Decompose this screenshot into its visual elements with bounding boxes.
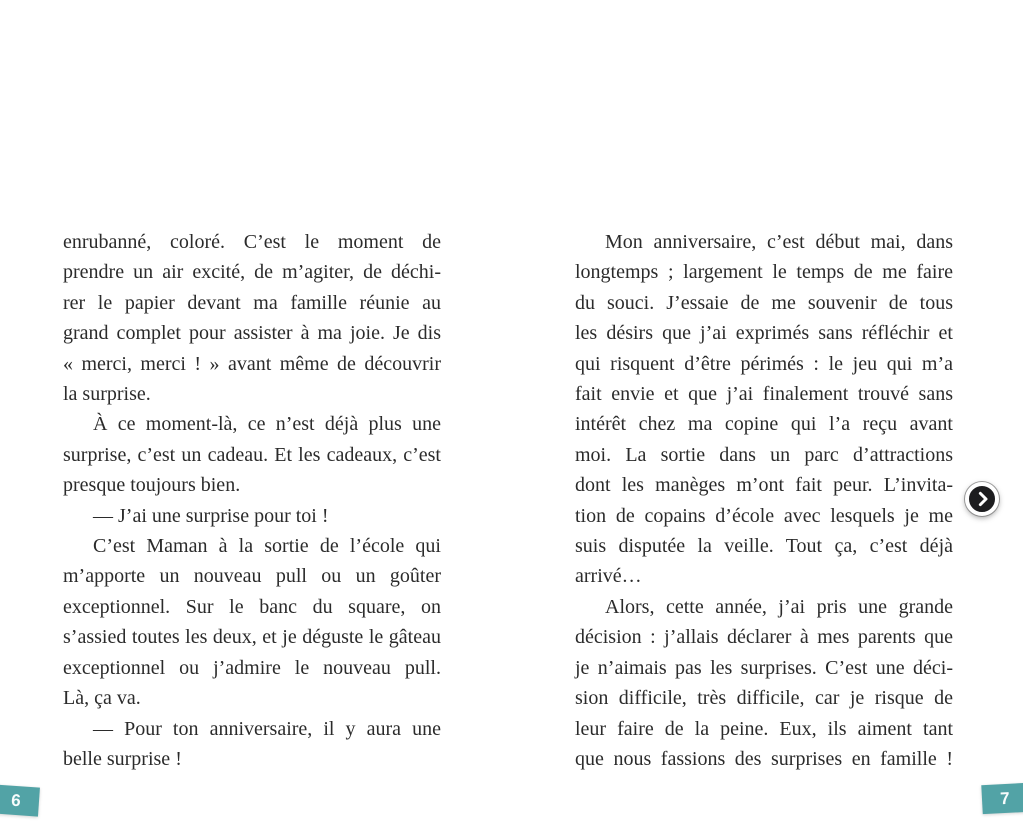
text-line: sion difficile, très difficile, car je risque de bbox=[575, 687, 953, 710]
text-line: je n’aimais pas les surprises. C’est une déci- bbox=[575, 656, 953, 679]
right-page-text bbox=[575, 227, 953, 774]
text-line: enrubanné, coloré. C’est le moment de bbox=[63, 231, 441, 253]
next-page-button[interactable] bbox=[965, 482, 999, 516]
text-line: prendre un air excité, de m’agiter, de déchi- bbox=[63, 261, 441, 284]
text-line: — J’ai une surprise pour toi ! bbox=[93, 504, 329, 527]
chevron-right-icon bbox=[972, 490, 992, 508]
left-page-text bbox=[63, 227, 441, 774]
text-line: exceptionnel ou j’admire le nouveau pull. bbox=[63, 656, 441, 679]
text-line: que nous fassions des surprises en famille ! bbox=[575, 747, 953, 770]
text-line: belle surprise ! bbox=[63, 747, 182, 770]
text-line: suis disputée la veille. Tout ça, c’est déjà bbox=[575, 535, 953, 558]
text-line: À ce moment-là, ce n’est déjà plus une bbox=[93, 413, 441, 436]
text-line: dont les manèges m’ont fait peur. L’invita- bbox=[575, 474, 953, 497]
text-line: moi. La sortie dans un parc d’attractions bbox=[575, 443, 953, 466]
text-line: m’apporte un nouveau pull ou un goûter bbox=[63, 565, 441, 588]
text-line: grand complet pour assister à ma joie. Je dis bbox=[63, 322, 441, 345]
text-line: Là, ça va. bbox=[63, 687, 141, 710]
text-line: longtemps ; largement le temps de me faire bbox=[575, 261, 953, 284]
page-number-badge-left bbox=[0, 784, 40, 816]
text-line: leur faire de la peine. Eux, ils aiment tant bbox=[575, 717, 953, 740]
page-number-right: 7 bbox=[999, 788, 1011, 808]
text-line: s’assied toutes les deux, et je déguste le gâteau bbox=[63, 626, 441, 649]
text-line: arrivé… bbox=[575, 565, 642, 588]
text-line: décision : j’allais déclarer à mes parents que bbox=[575, 626, 953, 649]
text-line: presque toujours bien. bbox=[63, 474, 241, 497]
text-line: rer le papier devant ma famille réunie au bbox=[63, 291, 441, 314]
text-line: du souci. J’essaie de me souvenir de tous bbox=[575, 291, 953, 314]
text-line: surprise, c’est un cadeau. Et les cadeaux, c’est bbox=[63, 443, 441, 466]
text-line: la surprise. bbox=[63, 383, 151, 406]
text-line: intérêt chez ma copine qui l’a reçu avant bbox=[575, 413, 953, 436]
text-line: exceptionnel. Sur le banc du square, on bbox=[63, 595, 441, 618]
page-number-left: 6 bbox=[10, 790, 22, 810]
text-line: tion de copains d’école avec lesquels je me bbox=[575, 504, 953, 527]
page-number-badge-right bbox=[981, 783, 1023, 814]
text-line: Alors, cette année, j’ai pris une grande bbox=[605, 595, 953, 618]
text-line: « merci, merci ! » avant même de découvrir bbox=[63, 352, 441, 375]
text-line: fait envie et que j’ai finalement trouvé sans bbox=[575, 383, 953, 406]
text-line: Mon anniversaire, c’est début mai, dans bbox=[605, 231, 953, 253]
text-line: qui risquent d’être périmés : le jeu qui m’a bbox=[575, 352, 953, 375]
text-line: — Pour ton anniversaire, il y aura une bbox=[93, 717, 441, 740]
text-line: C’est Maman à la sortie de l’école qui bbox=[93, 535, 441, 558]
text-line: les désirs que j’ai exprimés sans réfléchir et bbox=[575, 322, 953, 345]
